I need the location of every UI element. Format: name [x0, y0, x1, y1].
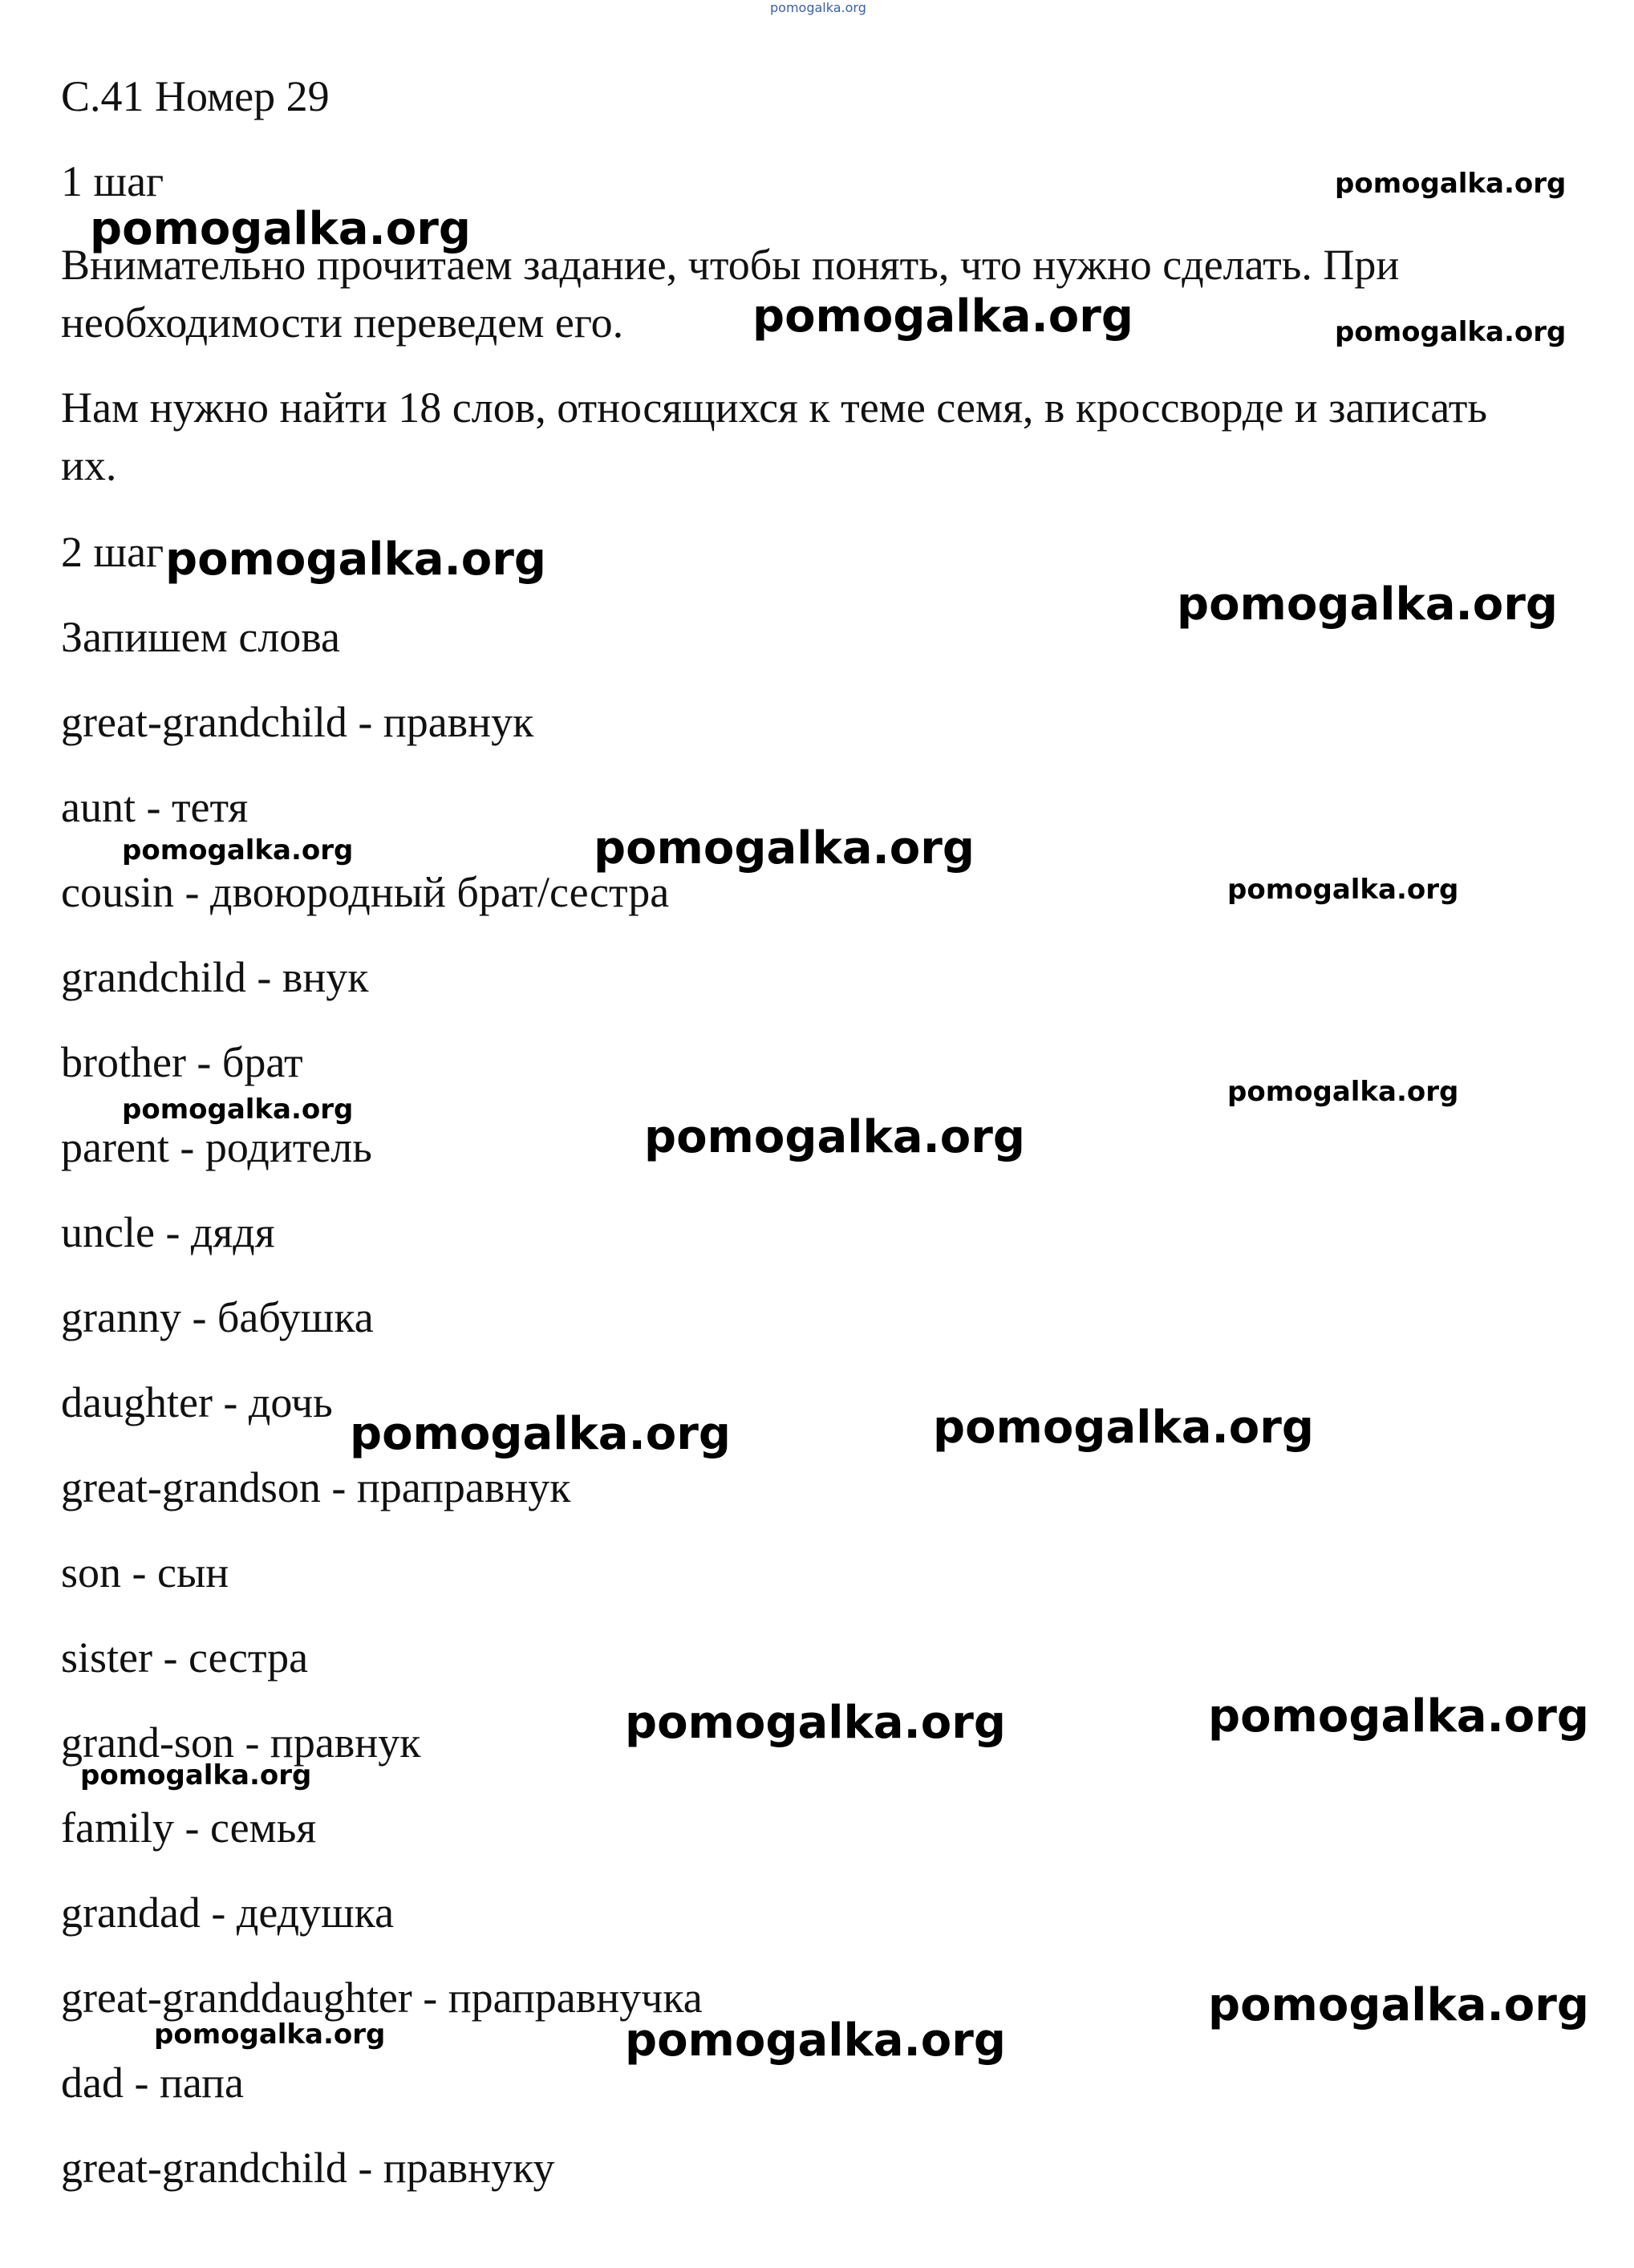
word-item: son - сын — [61, 1548, 229, 1597]
watermark: pomogalka.org — [752, 290, 1133, 343]
watermark: pomogalka.org — [1208, 1690, 1589, 1743]
watermark: pomogalka.org — [1227, 874, 1459, 906]
step2-label: 2 шаг — [61, 528, 164, 576]
watermark: pomogalka.org — [1177, 578, 1558, 631]
watermark: pomogalka.org — [625, 2014, 1006, 2067]
word-item: great-granddaughter - праправнучка — [61, 1974, 703, 2022]
step1-label: 1 шаг — [61, 157, 164, 205]
word-item: family - семья — [61, 1803, 317, 1852]
watermark: pomogalka.org — [90, 203, 471, 255]
watermark: pomogalka.org — [933, 1402, 1314, 1454]
header-watermark: pomogalka.org — [770, 0, 866, 15]
watermark: pomogalka.org — [1208, 1979, 1589, 2031]
word-item: grandad - дедушка — [61, 1889, 395, 1937]
word-item: aunt - тетя — [61, 783, 249, 831]
step2-intro: Запишем слова — [61, 613, 340, 661]
page-title: С.41 Номер 29 — [61, 72, 330, 120]
watermark: pomogalka.org — [644, 1111, 1025, 1163]
watermark: pomogalka.org — [122, 1093, 354, 1126]
word-item: sister - сестра — [61, 1633, 309, 1682]
watermark: pomogalka.org — [122, 834, 354, 866]
word-item: parent - родитель — [61, 1123, 372, 1171]
watermark: pomogalka.org — [1335, 168, 1567, 200]
step1-instruction-line2: необходимости переведем его. — [61, 298, 624, 347]
word-item: great-grandson - праправнук — [61, 1463, 571, 1511]
step1-task-line1: Нам нужно найти 18 слов, относящихся к теме семя, в кроссворде и записать — [61, 383, 1487, 432]
watermark: pomogalka.org — [154, 2018, 386, 2051]
word-item: great-grandchild - правнуку — [61, 2144, 555, 2192]
word-item: grand-son - правнук — [61, 1718, 421, 1767]
watermark: pomogalka.org — [1335, 316, 1567, 348]
watermark: pomogalka.org — [165, 534, 546, 586]
step1-task — [61, 379, 1609, 494]
word-item: granny - бабушка — [61, 1293, 374, 1341]
word-item: great-grandchild - правнук — [61, 698, 534, 746]
word-item: brother - брат — [61, 1038, 303, 1086]
word-item: dad - папа — [61, 2059, 244, 2107]
word-item: daughter - дочь — [61, 1378, 333, 1426]
watermark: pomogalka.org — [625, 1697, 1006, 1749]
word-item: uncle - дядя — [61, 1208, 275, 1256]
word-item: cousin - двоюродный брат/сестра — [61, 868, 670, 916]
step1-task-line2: их. — [61, 441, 117, 489]
watermark: pomogalka.org — [350, 1408, 731, 1460]
word-item: grandchild - внук — [61, 953, 369, 1001]
step1-instruction-line1: Внимательно прочитаем задание, чтобы понять, что нужно сделать. При — [61, 241, 1400, 289]
watermark: pomogalka.org — [80, 1759, 312, 1791]
watermark: pomogalka.org — [1227, 1076, 1459, 1108]
watermark: pomogalka.org — [594, 822, 975, 874]
